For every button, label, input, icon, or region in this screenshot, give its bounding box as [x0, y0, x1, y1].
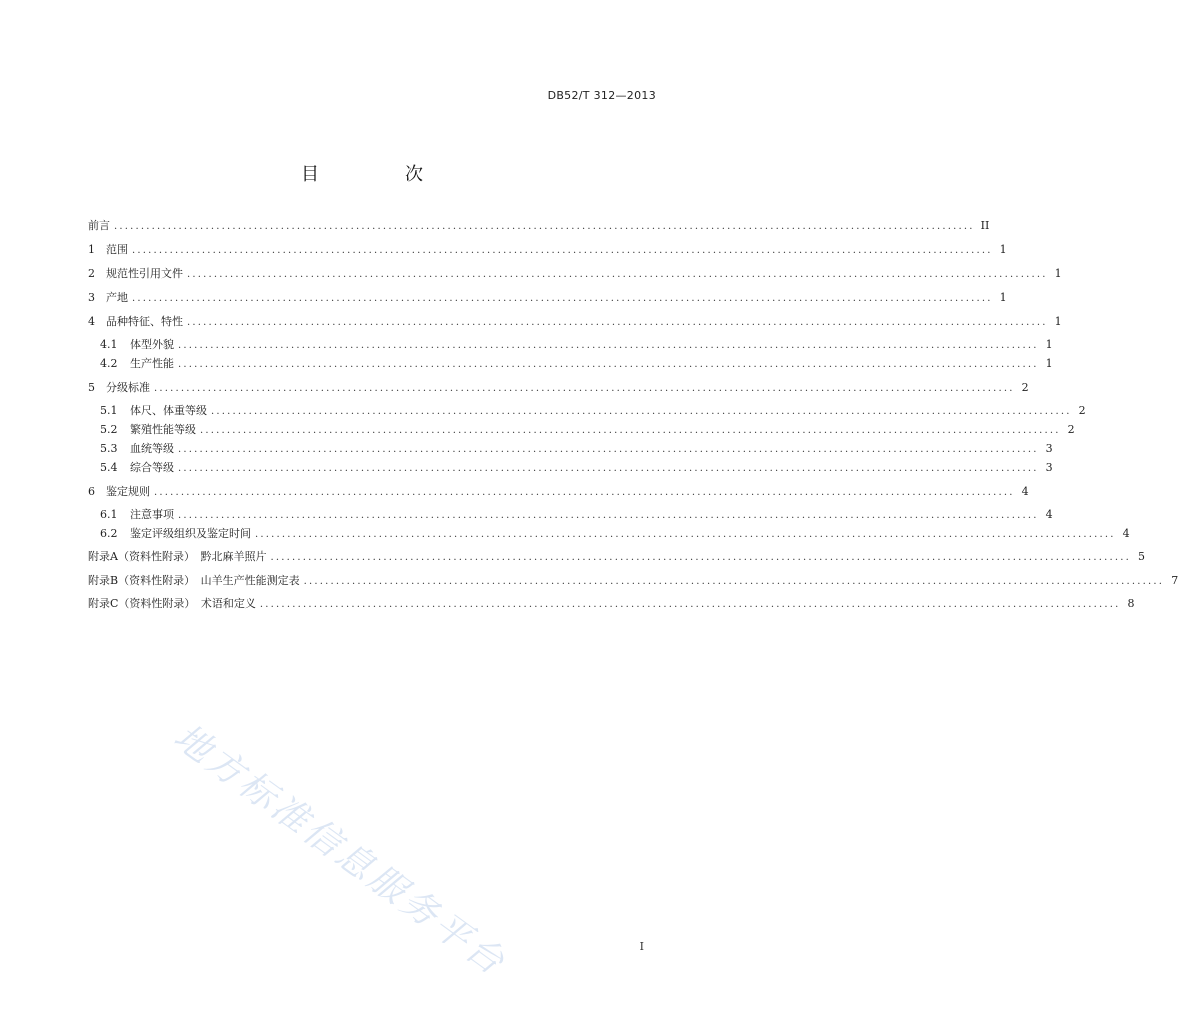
toc-entry-page: 2	[1078, 404, 1086, 417]
toc-leader-dots: ................................................................................................................................................................	[178, 444, 1039, 455]
toc-leader-dots: ................................................................................................................................................................	[178, 359, 1039, 370]
toc-leader-dots: ................................................................................................................................................................	[178, 463, 1039, 474]
toc-leader-dots: ................................................................................................................................................................	[132, 293, 993, 304]
toc-entry-page: 4	[1045, 508, 1053, 521]
toc-entry-number: 5.3	[100, 442, 118, 455]
toc-leader-dots: ................................................................................................................................................................	[211, 406, 1072, 417]
toc-entry[interactable]	[100, 420, 1075, 440]
toc-entry-label: 品种特征、特性	[106, 315, 183, 328]
toc-entry-label: 综合等级	[130, 461, 174, 474]
toc-entry-label: 附录A（资料性附录） 黔北麻羊照片	[88, 550, 267, 563]
watermark: 地方标准信息服务平台	[166, 716, 514, 985]
toc-entry-label: 体型外貌	[130, 338, 174, 351]
toc-entry-label: 鉴定评级组织及鉴定时间	[130, 527, 251, 540]
toc-entry-page: 3	[1045, 461, 1053, 474]
toc-entry-page: 2	[1021, 381, 1029, 394]
toc-entry[interactable]	[88, 288, 1007, 308]
toc-entry-page: 1	[1045, 338, 1053, 351]
toc-entry-page: 2	[1067, 423, 1075, 436]
toc-entry-label: 产地	[106, 291, 128, 304]
toc-entry-label: 生产性能	[130, 357, 174, 370]
toc-entry-label: 注意事项	[130, 508, 174, 521]
toc-entry[interactable]	[88, 571, 1178, 591]
toc-leader-dots: ................................................................................................................................................................	[178, 510, 1039, 521]
toc-entry-label: 附录B（资料性附录） 山羊生产性能测定表	[88, 574, 300, 587]
toc-entry[interactable]	[100, 354, 1053, 374]
toc-title: 目 次	[301, 164, 457, 185]
toc-entry-number: 3	[88, 291, 95, 304]
toc-entry-page: 8	[1127, 597, 1135, 610]
toc-entry-label: 分级标准	[106, 381, 150, 394]
toc-entry[interactable]	[88, 216, 990, 236]
toc-entry[interactable]	[88, 594, 1135, 614]
toc-leader-dots: ................................................................................................................................................................	[154, 487, 1015, 498]
toc-entry-page: 1	[999, 243, 1007, 256]
toc-entry-page: 3	[1045, 442, 1053, 455]
toc-entry-page: 1	[1054, 315, 1062, 328]
toc-entry-label: 规范性引用文件	[106, 267, 183, 280]
toc-entry-number: 5.2	[100, 423, 118, 436]
toc-entry[interactable]	[100, 401, 1086, 421]
toc-entry-number: 6.2	[100, 527, 118, 540]
standard-code: DB52/T 312—2013	[547, 89, 656, 102]
toc-entry-label: 鉴定规则	[106, 485, 150, 498]
toc-entry-label: 范围	[106, 243, 128, 256]
toc-entry[interactable]	[100, 524, 1130, 544]
toc-entry[interactable]	[88, 378, 1029, 398]
toc-leader-dots: ................................................................................................................................................................	[178, 340, 1039, 351]
page-number: I	[639, 940, 644, 953]
toc-entry-label: 血统等级	[130, 442, 174, 455]
toc-entry[interactable]	[88, 482, 1029, 502]
toc-entry-page: 7	[1171, 574, 1178, 587]
toc-leader-dots: ................................................................................................................................................................	[114, 221, 975, 232]
toc-entry-number: 4.2	[100, 357, 118, 370]
toc-entry-number: 1	[88, 243, 95, 256]
toc-leader-dots: ................................................................................................................................................................	[270, 552, 1132, 563]
toc-leader-dots: ................................................................................................................................................................	[200, 425, 1061, 436]
toc-entry-number: 6.1	[100, 508, 118, 521]
toc-entry-label: 前言	[88, 219, 110, 232]
toc-entry-number: 6	[88, 485, 95, 498]
toc-entry-page: 4	[1021, 485, 1029, 498]
toc-leader-dots: ................................................................................................................................................................	[187, 317, 1048, 328]
toc-entry-number: 5	[88, 381, 95, 394]
toc-entry[interactable]	[100, 335, 1053, 355]
toc-leader-dots: ................................................................................................................................................................	[187, 269, 1048, 280]
toc-entry-page: 1	[1045, 357, 1053, 370]
toc-leader-dots: ................................................................................................................................................................	[154, 383, 1015, 394]
toc-leader-dots: ................................................................................................................................................................	[255, 529, 1116, 540]
toc-entry-number: 5.1	[100, 404, 118, 417]
toc-entry[interactable]	[100, 439, 1053, 459]
toc-entry-label: 体尺、体重等级	[130, 404, 207, 417]
toc-entry[interactable]	[88, 312, 1062, 332]
toc-entry-page: II	[980, 219, 990, 232]
toc-leader-dots: ................................................................................................................................................................	[132, 245, 993, 256]
toc-entry[interactable]	[100, 458, 1053, 478]
toc-entry-label: 附录C（资料性附录） 术语和定义	[88, 597, 256, 610]
toc-entry[interactable]	[100, 505, 1053, 525]
toc-entry[interactable]	[88, 547, 1146, 567]
toc-entry-number: 5.4	[100, 461, 118, 474]
toc-leader-dots: ................................................................................................................................................................	[259, 599, 1121, 610]
toc-leader-dots: ................................................................................................................................................................	[303, 576, 1165, 587]
toc-entry-page: 1	[1054, 267, 1062, 280]
toc-entry-page: 4	[1122, 527, 1130, 540]
toc-entry-page: 5	[1138, 550, 1146, 563]
toc-entry-number: 2	[88, 267, 95, 280]
toc-entry[interactable]	[88, 264, 1062, 284]
toc-entry-label: 繁殖性能等级	[130, 423, 196, 436]
toc-entry-page: 1	[999, 291, 1007, 304]
toc-entry-number: 4.1	[100, 338, 118, 351]
toc-entry[interactable]	[88, 240, 1007, 260]
toc-entry-number: 4	[88, 315, 95, 328]
